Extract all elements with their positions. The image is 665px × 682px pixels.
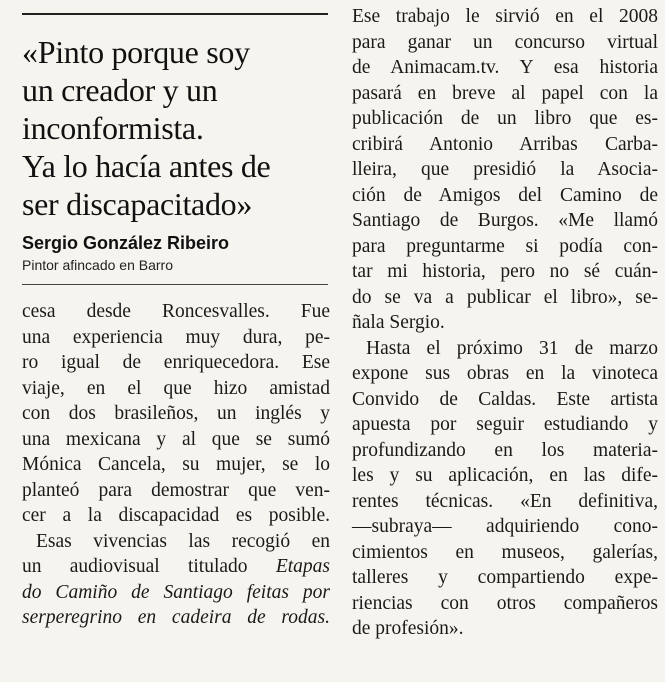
text-line: profundizando en los materia- xyxy=(352,439,658,461)
italic-title: serperegrino en cadeira de rodas. xyxy=(22,607,330,628)
text-line: riencias con otros compañeros xyxy=(352,592,658,614)
pull-quote xyxy=(22,33,330,223)
text-line xyxy=(22,605,330,631)
text-line: les y su aplicación, en las dife- xyxy=(352,465,658,486)
text-line: cesa desde Roncesvalles. Fue xyxy=(22,301,330,322)
text-line: viaje, en el que hizo amistad xyxy=(22,377,330,399)
quote-rule xyxy=(22,284,328,285)
text-line: apuesta por seguir estudiando y xyxy=(352,414,658,435)
author-name: Sergio González Ribeiro xyxy=(22,233,230,253)
quote-line: ser discapacitado» xyxy=(22,186,253,222)
right-column xyxy=(352,0,658,642)
italic-title: Etapas xyxy=(275,556,330,577)
text-line: ro igual de enriquecedora. Ese xyxy=(22,352,330,373)
text-line: de Animacam.tv. Y esa historia xyxy=(352,57,658,78)
text-line: Convido de Caldas. Este artista xyxy=(352,388,658,410)
left-body-text xyxy=(22,299,330,631)
text-line: Santiago de Burgos. «Me llamó xyxy=(352,210,658,231)
quote-line: un creador y un xyxy=(22,72,218,108)
author-role: Pintor afincado en Barro xyxy=(22,257,173,273)
text-line xyxy=(22,554,330,580)
text-line xyxy=(22,580,330,606)
quote-line: «Pinto porque soy xyxy=(22,34,250,70)
text-line: ción de Amigos del Camino de xyxy=(352,184,658,206)
text-line: expone sus obras en la vinoteca xyxy=(352,363,658,384)
text-line: Hasta el próximo 31 de marzo xyxy=(366,337,658,359)
text-line: una experiencia muy dura, pe- xyxy=(22,326,330,348)
text-line: —subraya— adquiriendo cono- xyxy=(352,516,658,537)
text-line: Ese trabajo le sirvió en el 2008 xyxy=(352,6,658,27)
text-line: de profesión». xyxy=(352,618,464,639)
text-segment: un audiovisual titulado xyxy=(22,556,276,577)
text-line: cribirá Antonio Arribas Carba- xyxy=(352,133,658,155)
text-line: para preguntarme si podía con- xyxy=(352,235,658,257)
text-line: cer a la discapacidad es posible. xyxy=(22,505,330,526)
left-column xyxy=(22,0,330,631)
top-rule xyxy=(22,13,328,15)
quote-line: inconformista. xyxy=(22,110,204,146)
text-line: Mónica Cancela, su mujer, se lo xyxy=(22,454,330,475)
text-line: ñala Sergio. xyxy=(352,312,445,333)
text-line: rentes técnicas. «En definitiva, xyxy=(352,490,658,512)
text-line: pasará en breve al papel con la xyxy=(352,82,658,104)
text-line: cimientos en museos, galerías, xyxy=(352,541,658,563)
text-line: planteó para demostrar que ven- xyxy=(22,479,330,501)
text-line: Esas vivencias las recogió en xyxy=(36,530,330,552)
italic-title: do Camiño de Santiago feitas por xyxy=(22,581,330,603)
text-line: publicación de un libro que es- xyxy=(352,108,658,129)
right-body-text xyxy=(352,4,658,642)
text-line: con dos brasileños, un inglés y xyxy=(22,403,330,424)
text-line: tar mi historia, pero no sé cuán- xyxy=(352,261,658,282)
text-line: una mexicana y al que se sumó xyxy=(22,428,330,450)
text-line: lleira, que presidió la Asocia- xyxy=(352,159,658,180)
text-line: do se va a publicar el libro», se- xyxy=(352,286,658,308)
text-line: para ganar un concurso virtual xyxy=(352,31,658,53)
quote-line: Ya lo hacía antes de xyxy=(22,148,271,184)
text-line: talleres y compartiendo expe- xyxy=(352,567,658,588)
